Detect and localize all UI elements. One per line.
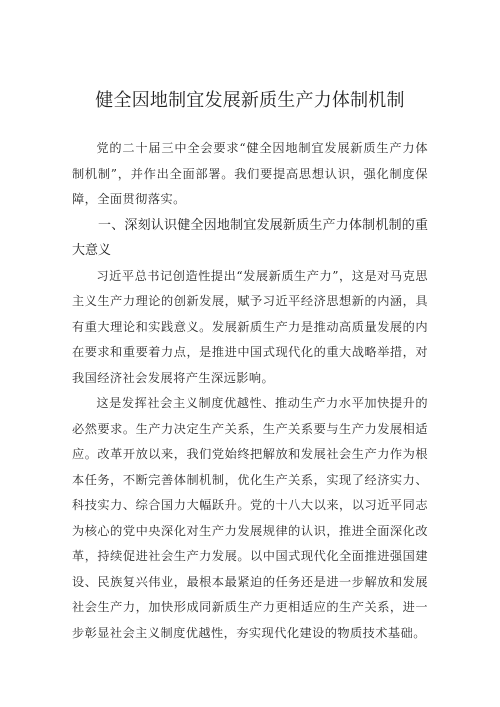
body-paragraph-1: 习近平总书记创造性提出“发展新质生产力”，这是对马克思主义生产力理论的创新发展，赋予习近平经济思想新的内涵，具有重大理论和实践意义。发展新质生产力是推动高质量发展的内在要求和重要着力点，是推进中国式现代化的重大战略举措，对我国经济社会发展将产生深远影响。	[72, 268, 428, 385]
section-heading: 一、深刻认识健全因地制宜发展新质生产力体制机制的重大意义	[72, 217, 428, 258]
document-body	[72, 136, 428, 646]
intro-paragraph: 党的二十届三中全会要求“健全因地制宜发展新质生产力体制机制”，并作出全面部署。我们要提高思想认识，强化制度保障，全面贯彻落实。	[72, 141, 428, 206]
body-paragraph-2: 这是发挥社会主义制度优越性、推动生产力水平加快提升的必然要求。生产力决定生产关系，生产关系要与生产力发展相适应。改革开放以来，我们党始终把解放和发展社会生产力作为根本任务，不断完善体制机制，优化生产关系，实现了经济实力、科技实力、综合国力大幅跃升。党的十八大以来，以习近平同志为核心的党中央深化对生产力发展规律的认识，推进全面深化改革，持续促进社会生产力发展。以中国式现代化全面推进强国建设、民族复兴伟业，最根本最紧迫的任务还是进一步解放和发展社会生产力，加快形成同新质生产力更相适应的生产关系，进一步彰显社会主义制度优越性，夯实现代化建设的物质技术基础。	[72, 396, 428, 640]
document-title: 健全因地制宜发展新质生产力体制机制	[95, 90, 405, 111]
